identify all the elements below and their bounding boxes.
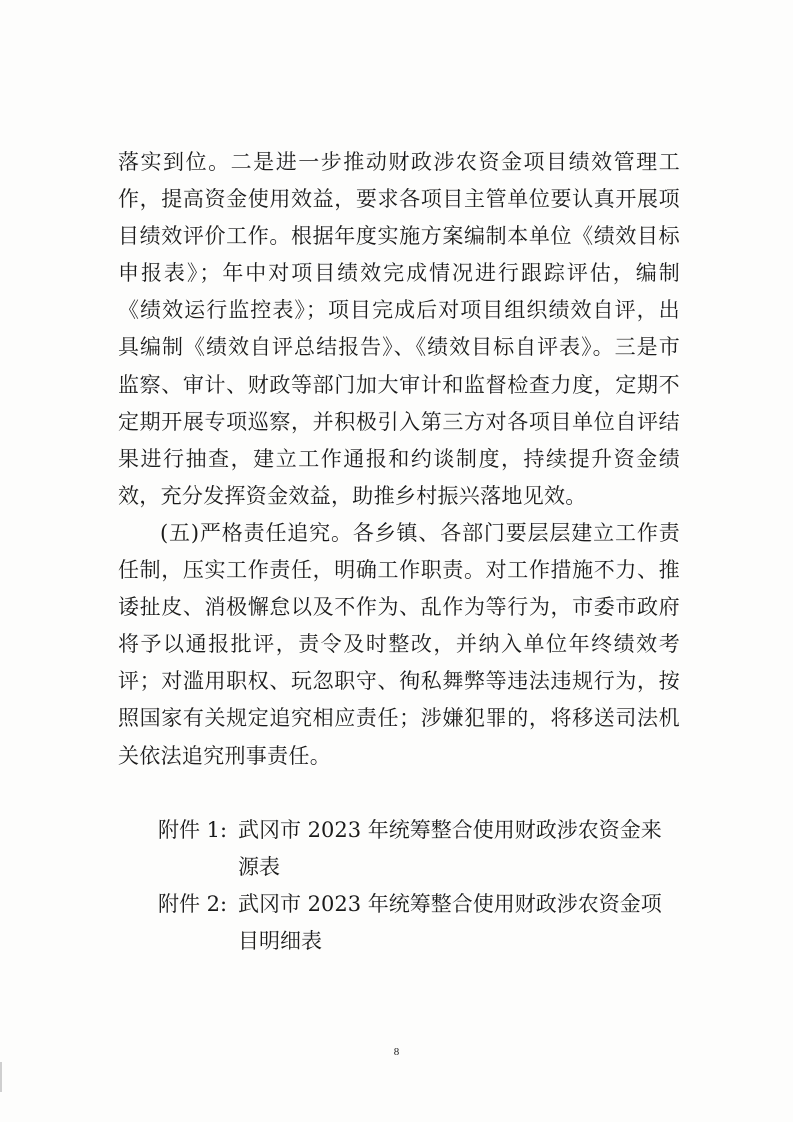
attachment-label: 附件 1: — [158, 818, 228, 842]
attachment-item — [118, 812, 680, 886]
body-text — [118, 144, 680, 775]
attachment-label: 附件 2: — [158, 892, 228, 916]
attachment-title: 武冈市 2023 年统筹整合使用财政涉农资金项目明细表 — [238, 892, 662, 953]
page-number: 8 — [393, 1046, 400, 1058]
attachment-item — [118, 886, 680, 960]
attachment-title: 武冈市 2023 年统筹整合使用财政涉农资金来源表 — [238, 818, 662, 879]
paragraph-performance-management: 落实到位。二是进一步推动财政涉农资金项目绩效管理工作，提高资金使用效益，要求各项目主管单位要认真开展项目绩效评价工作。根据年度实施方案编制本单位《绩效目标申报表》；年中对项目绩效完成情况进行跟踪评估，编制《绩效运行监控表》；项目完成后对项目组织绩效自评，出具编制《绩效自评总结报告》、《绩效目标自评表》。三是市监察、审计、财政等部门加大审计和监督检查力度，定期不定期开展专项巡察，并积极引入第三方对各项目单位自评结果进行抽查，建立工作通报和约谈制度，持续提升资金绩效，充分发挥资金效益，助推乡村振兴落地见效。 — [118, 150, 680, 508]
scan-edge-mark — [0, 1062, 2, 1092]
attachments-list — [118, 812, 680, 960]
paragraph-accountability: (五)严格责任追究。各乡镇、各部门要层层建立工作责任制，压实工作责任，明确工作职责。对工作措施不力、推诿扯皮、消极懈怠以及不作为、乱作为等行为，市委市政府将予以通报批评，责令及时整改，并纳入单位年终绩效考评；对滥用职权、玩忽职守、徇私舞弊等违法违规行为，按照国家有关规定追究相应责任；涉嫌犯罪的，将移送司法机关依法追究刑事责任。 — [118, 520, 680, 768]
